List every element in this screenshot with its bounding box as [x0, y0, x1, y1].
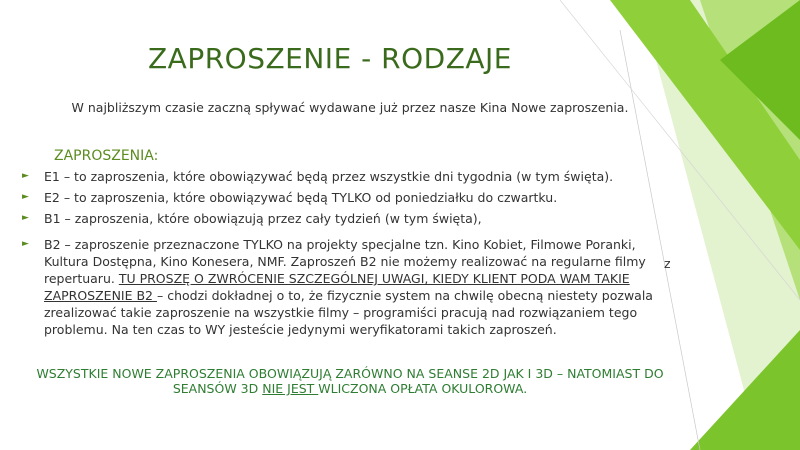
bullet-arrow-icon: ►	[22, 192, 29, 202]
section-heading: ZAPROSZENIA:	[54, 148, 159, 164]
bullet-e2-text-end: od poniedziałku do czwartku.	[371, 190, 558, 205]
bullet-b1	[22, 210, 662, 227]
bullet-e2-emphasis: TYLKO	[331, 190, 372, 205]
footer-note	[20, 366, 680, 396]
footer-underlined: NIE JEST	[262, 381, 319, 396]
footer-line-2	[20, 381, 680, 396]
bullet-arrow-icon: ►	[22, 171, 29, 181]
bullet-e1	[22, 168, 662, 185]
bullet-b2-text: B2 – zaproszenie przeznaczone TYLKO na projekty specjalne tzn. Kino Kobiet, Filmowe Poranki, Kultura Dostępna, Kino Konesera, NMF. Zaproszeń B2 nie możemy realizować na regularne filmy repertuaru.	[44, 237, 646, 286]
footer-line-2-start: SEANSÓW 3D	[172, 381, 263, 396]
slide-title: ZAPROSZENIE - RODZAJE	[148, 42, 512, 75]
bullet-arrow-icon: ►	[22, 213, 29, 223]
stray-letter: z	[664, 256, 671, 271]
bullet-b2	[22, 236, 662, 338]
bullet-b2-underlined: TU PROSZĘ O ZWRÓCENIE SZCZEGÓLNEJ UWAGI, KIEDY KLIENT PODA WAM TAKIE ZAPROSZENIE B2	[44, 271, 630, 303]
footer-line-2-end: WLICZONA OPŁATA OKULOROWA.	[318, 381, 528, 396]
bullet-b2-text-end: – chodzi dokładnej o to, że fizycznie system na chwilę obecną niestety pozwala zrealizować takie zaproszenie na wszystkie filmy – programiści pracują nad rozwiązaniem tego problemu. Na ten czas to WY jesteście jedynymi weryfikatorami takich zaproszeń.	[44, 288, 653, 337]
intro-text: W najbliższym czasie zaczną spływać wydawane już przez nasze Kina Nowe zaproszenia.	[71, 100, 629, 115]
bullet-e1-text: E1 – to zaproszenia, które obowiązywać będą przez wszystkie dni tygodnia (w tym święta).	[44, 169, 614, 184]
bullet-e2	[22, 189, 662, 206]
footer-line-1: WSZYSTKIE NOWE ZAPROSZENIA OBOWIĄZUJĄ ZARÓWNO NA SEANSE 2D JAK I 3D – NATOMIAST DO	[36, 366, 664, 381]
bullet-list	[22, 168, 662, 342]
bullet-e2-text: E2 – to zaproszenia, które obowiązywać będą	[44, 190, 332, 205]
bullet-b1-text: B1 – zaproszenia, które obowiązują przez cały tydzień (w tym święta),	[44, 211, 482, 226]
bullet-arrow-icon: ►	[22, 239, 29, 249]
